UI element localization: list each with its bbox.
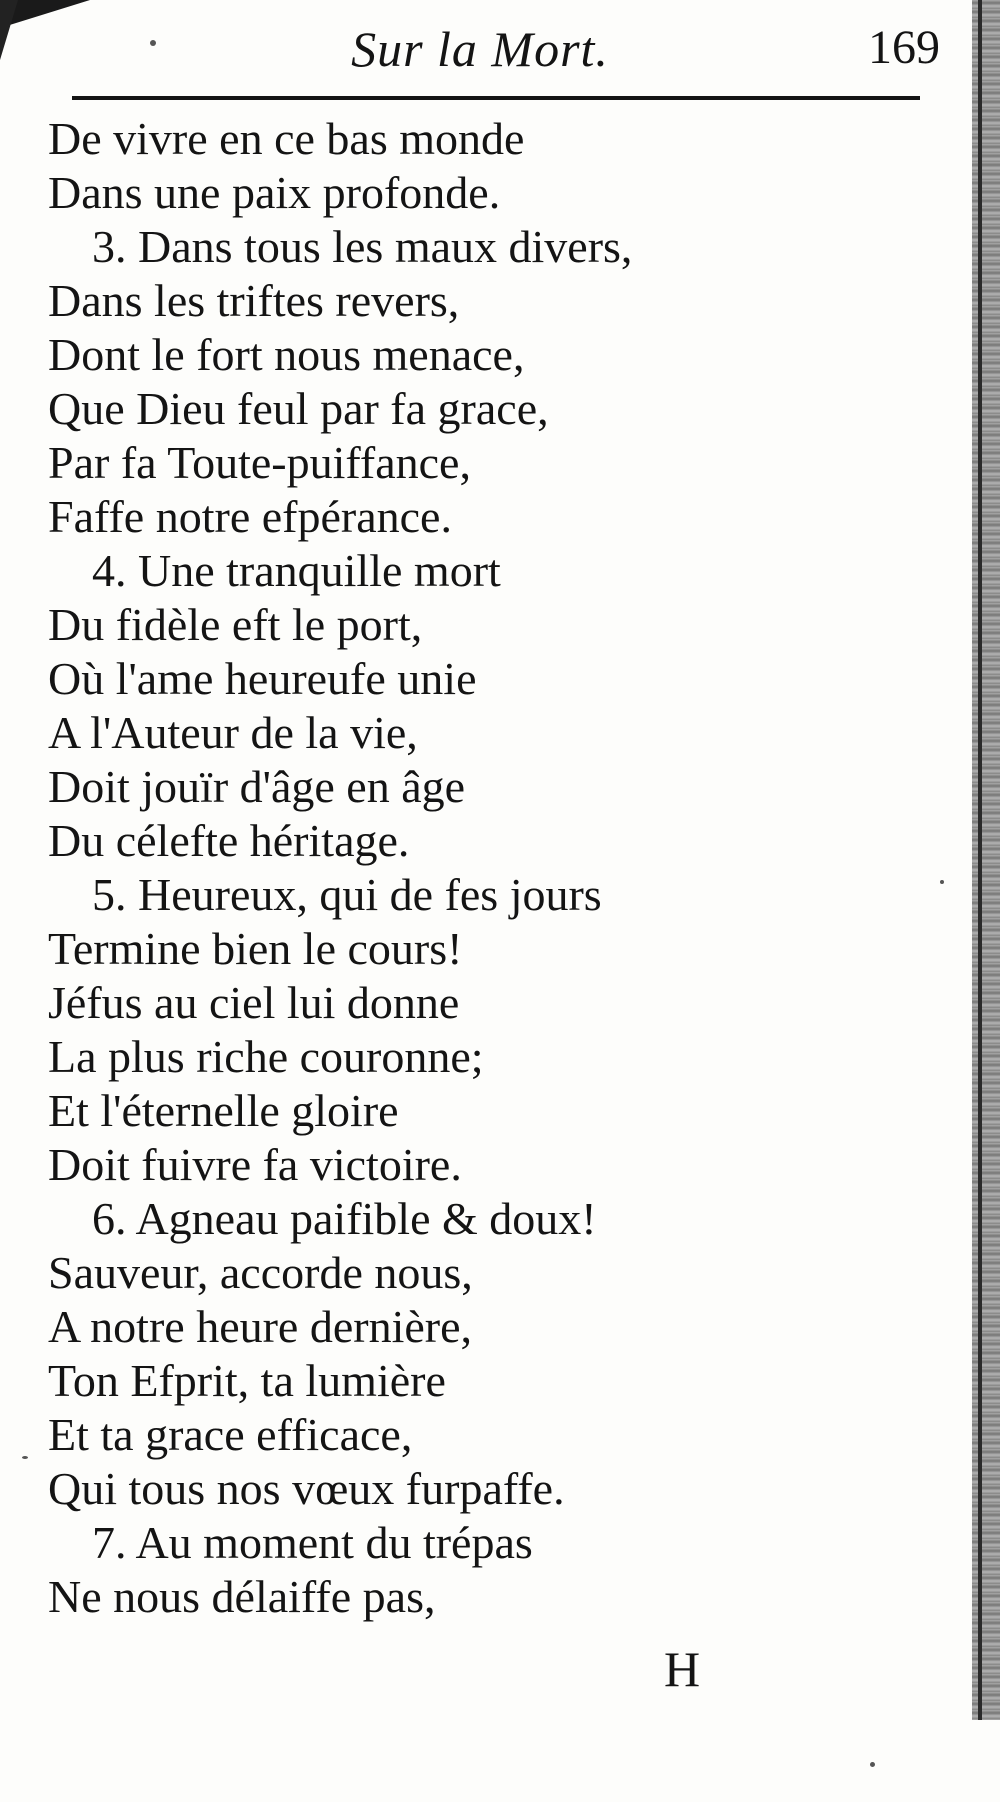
- verse-line: Et ta grace efficace,: [48, 1409, 413, 1460]
- verse-line: A notre heure dernière,: [48, 1301, 473, 1352]
- verse-line: Où l'ame heureufe unie: [48, 653, 477, 704]
- print-speck: [22, 1456, 28, 1459]
- stanza-first-line: 3. Dans tous les maux divers,: [92, 221, 633, 272]
- verse-line: Ton Efprit, ta lumière: [48, 1355, 446, 1406]
- verse-line: Sauveur, accorde nous,: [48, 1247, 473, 1298]
- stanza-first-line: 7. Au moment du trépas: [92, 1517, 533, 1568]
- print-speck: [940, 880, 944, 884]
- verse-line: Doit jouïr d'âge en âge: [48, 761, 466, 812]
- print-speck: [150, 40, 156, 46]
- page-header: [0, 14, 960, 84]
- verse-line: Ne nous délaiffe pas,: [48, 1571, 436, 1622]
- header-rule: [72, 96, 920, 100]
- verse-line: Que Dieu feul par fa grace,: [48, 383, 549, 434]
- verse-line: Dans les triftes revers,: [48, 275, 460, 326]
- verse-line: Dont le fort nous menace,: [48, 329, 525, 380]
- stanza-first-line: 6. Agneau paifible & doux!: [92, 1193, 597, 1244]
- verse-line: Et l'éternelle gloire: [48, 1085, 399, 1136]
- verse-line: La plus riche couronne;: [48, 1031, 484, 1082]
- book-edge-line: [978, 0, 982, 1720]
- verse-line: A l'Auteur de la vie,: [48, 707, 418, 758]
- verse-line: De vivre en ce bas monde: [48, 113, 525, 164]
- page-number: 169: [868, 21, 940, 74]
- verse-line: Doit fuivre fa victoire.: [48, 1139, 462, 1190]
- print-speck: [870, 1762, 875, 1767]
- verse-line: Termine bien le cours!: [48, 923, 463, 974]
- catchword: H: [664, 1641, 701, 1697]
- stanza-first-line: 5. Heureux, qui de fes jours: [92, 869, 602, 920]
- verse-line: Qui tous nos vœux furpaffe.: [48, 1463, 565, 1514]
- book-edge: [972, 0, 1000, 1720]
- stanza-first-line: 4. Une tranquille mort: [92, 545, 501, 596]
- verse-line: Par fa Toute-puiffance,: [48, 437, 471, 488]
- verse-line: Du fidèle eft le port,: [48, 599, 423, 650]
- running-title: Sur la Mort.: [351, 21, 609, 77]
- verse-line: Dans une paix profonde.: [48, 167, 501, 218]
- verse-line: Jéfus au ciel lui donne: [48, 977, 460, 1028]
- verse-line: Faffe notre efpérance.: [48, 491, 452, 542]
- verse-line: Du célefte héritage.: [48, 815, 410, 866]
